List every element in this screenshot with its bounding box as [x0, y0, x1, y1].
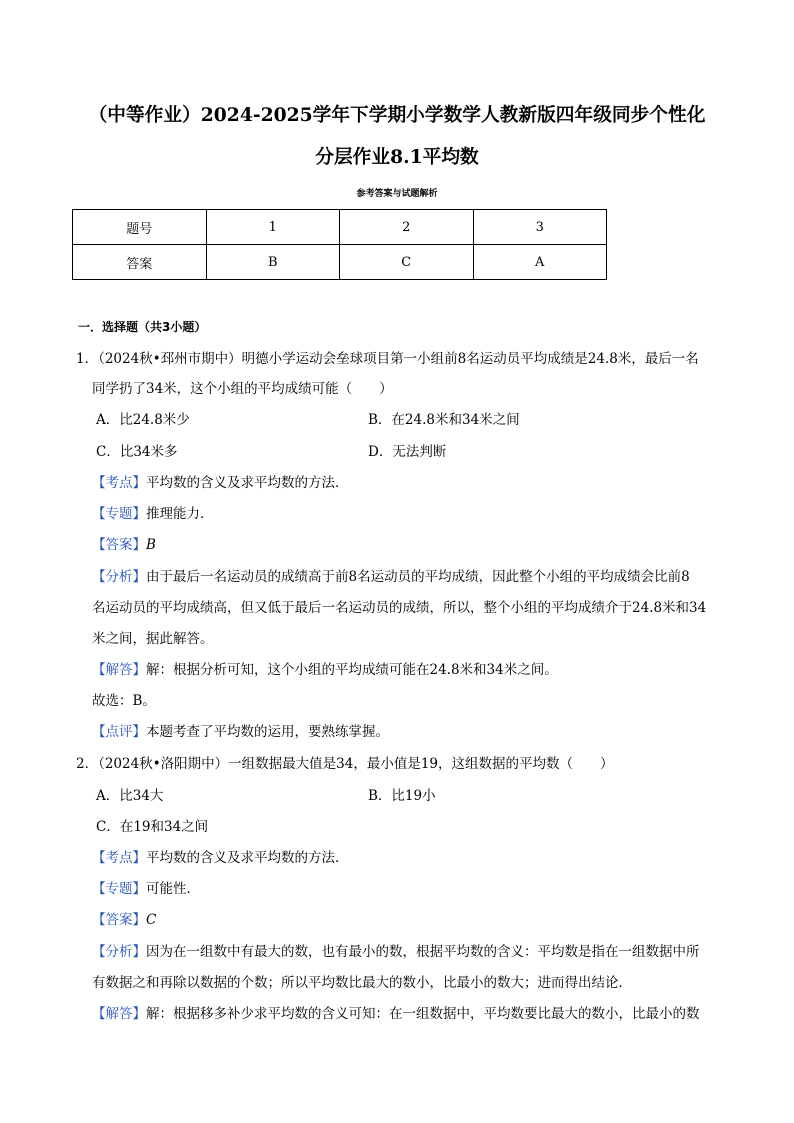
- q1-option-d: D．无法判断: [368, 444, 447, 460]
- jieda-text: 解：根据分析可知，这个小组的平均成绩可能在24.8米和34米之间。: [146, 662, 558, 678]
- table-cell: C: [340, 245, 474, 280]
- zhuanti-text: 推理能力．: [146, 506, 214, 522]
- fenxi-text: 因为在一组数中有最大的数，也有最小的数，根据平均数的含义：平均数是指在一组数据中所: [146, 944, 700, 960]
- table-cell: 1: [206, 210, 340, 245]
- q2-fenxi-line-1: [92, 943, 700, 961]
- table-cell-label: 答案: [73, 245, 207, 280]
- daan-tag: 【答案】: [92, 912, 146, 928]
- fenxi-tag: 【分析】: [92, 944, 146, 960]
- kaodian-tag: 【考点】: [92, 850, 146, 866]
- q1-dianping: [92, 723, 389, 741]
- q1-daan: [92, 536, 156, 554]
- q1-stem-line-2: 同学扔了34米，这个小组的平均成绩可能（ ）: [92, 381, 393, 397]
- q1-option-a: A．比24.8米少: [96, 412, 190, 428]
- daan-tag: 【答案】: [92, 537, 146, 553]
- q1-fenxi-line-3: 米之间，据此解答。: [92, 631, 214, 647]
- daan-text: B: [146, 537, 156, 553]
- kaodian-text: 平均数的含义及求平均数的方法．: [146, 850, 349, 866]
- q2-zhuanti: [92, 880, 200, 898]
- title-line-1: （中等作业）2024-2025学年下学期小学数学人教新版四年级同步个性化: [88, 104, 706, 126]
- q2-kaodian: [92, 849, 349, 867]
- table-cell: B: [206, 245, 340, 280]
- q2-option-c: C．在19和34之间: [96, 819, 209, 835]
- q2-daan: [92, 911, 156, 929]
- q1-stem-line-1: 1．（2024秋•邳州市期中）明德小学运动会垒球项目第一小组前8名运动员平均成绩是24.8米，最后一名: [76, 351, 699, 367]
- q1-guxuan: 故选：B。: [92, 693, 156, 709]
- jieda-tag: 【解答】: [92, 1006, 146, 1022]
- dianping-text: 本题考查了平均数的运用，要熟练掌握。: [146, 724, 389, 740]
- zhuanti-tag: 【专题】: [92, 881, 146, 897]
- q2-option-b: B．比19小: [368, 788, 436, 804]
- q1-fenxi-line-1: [92, 568, 690, 586]
- table-cell-label: 题号: [73, 210, 207, 245]
- fenxi-text: 由于最后一名运动员的成绩高于前8名运动员的平均成绩，因此整个小组的平均成绩会比前8: [146, 569, 690, 585]
- subtitle: 参考答案与试题解析: [356, 189, 438, 199]
- q2-stem-line-1: 2．（2024秋•洛阳期中）一组数据最大值是34，最小值是19，这组数据的平均数（ ）: [76, 756, 614, 772]
- zhuanti-text: 可能性．: [146, 881, 200, 897]
- table-cell: 2: [340, 210, 474, 245]
- q1-zhuanti: [92, 505, 214, 523]
- q1-fenxi-line-2: 名运动员的平均成绩高，但又低于最后一名运动员的成绩，所以，整个小组的平均成绩介于24.8米和34: [92, 600, 707, 616]
- q2-option-a: A．比34大: [96, 788, 164, 804]
- kaodian-text: 平均数的含义及求平均数的方法．: [146, 475, 349, 491]
- table-row: [73, 210, 607, 245]
- jieda-tag: 【解答】: [92, 662, 146, 678]
- q2-fenxi-line-2: 有数据之和再除以数据的个数；所以平均数比最大的数小，比最小的数大；进而得出结论．: [92, 975, 632, 991]
- answer-table: [72, 209, 607, 280]
- dianping-tag: 【点评】: [92, 724, 146, 740]
- fenxi-tag: 【分析】: [92, 569, 146, 585]
- table-cell: A: [473, 245, 607, 280]
- jieda-text: 解：根据移多补少求平均数的含义可知：在一组数据中，平均数要比最大的数小，比最小的数: [146, 1006, 700, 1022]
- title-line-2: 分层作业8.1平均数: [315, 146, 479, 168]
- q2-jieda: [92, 1005, 700, 1023]
- q1-kaodian: [92, 474, 349, 492]
- table-row: [73, 245, 607, 280]
- q1-option-c: C．比34米多: [96, 444, 178, 460]
- section-heading: 一．选择题（共3小题）: [78, 320, 207, 334]
- table-cell: 3: [473, 210, 607, 245]
- daan-text: C: [146, 912, 157, 928]
- zhuanti-tag: 【专题】: [92, 506, 146, 522]
- q1-jieda: [92, 661, 558, 679]
- q1-option-b: B．在24.8米和34米之间: [368, 412, 520, 428]
- kaodian-tag: 【考点】: [92, 475, 146, 491]
